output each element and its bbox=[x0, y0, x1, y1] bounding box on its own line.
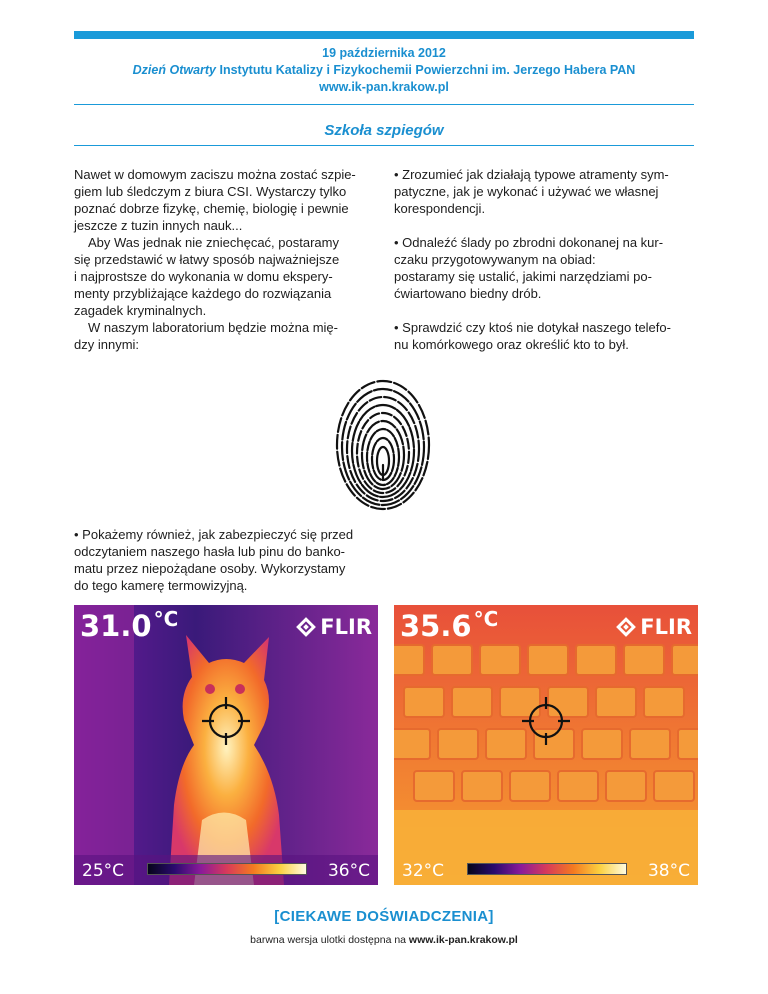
text-line: • Sprawdzić czy ktoś nie dotykał naszego telefo- bbox=[394, 320, 671, 335]
text-line: ćwiartowano biedny drób. bbox=[394, 286, 542, 301]
temperature-readout bbox=[80, 607, 178, 643]
text-line: się przedstawić w łatwy sposób najważniejsze bbox=[74, 252, 340, 267]
text-line: giem lub śledczym z biura CSI. Wystarczy tylko bbox=[74, 184, 347, 199]
title-divider bbox=[74, 145, 694, 146]
text-line: matu przez niepożądane osoby. Wykorzystamy bbox=[74, 561, 346, 576]
header-event-em: Dzień Otwarty bbox=[132, 63, 217, 77]
text-line: dzy innymi: bbox=[74, 337, 140, 352]
text-line: • Odnaleźć ślady po zbrodni dokonanej na kur- bbox=[394, 235, 664, 250]
color-scale-bar bbox=[147, 863, 307, 875]
crosshair-icon bbox=[522, 697, 570, 745]
text-line: • Pokażemy również, jak zabezpieczyć się przed bbox=[74, 527, 354, 542]
right-column bbox=[394, 166, 704, 353]
flir-logo bbox=[299, 615, 372, 639]
text-line: i najprostsze do wykonania w domu ekspery- bbox=[74, 269, 333, 284]
header-divider bbox=[74, 104, 694, 105]
temperature-unit: °C bbox=[153, 607, 179, 631]
text-line: korespondencji. bbox=[394, 201, 486, 216]
temperature-value: 35.6 bbox=[400, 609, 472, 643]
text-line: • Zrozumieć jak działają typowe atramenty sym- bbox=[394, 167, 669, 182]
footer-note bbox=[74, 934, 694, 946]
footer-url[interactable]: www.ik-pan.krakow.pl bbox=[408, 934, 518, 946]
thermal-keyboard-picture bbox=[394, 605, 698, 885]
flir-brand: FLIR bbox=[640, 615, 692, 639]
temperature-unit: °C bbox=[473, 607, 499, 631]
text-line: menty przybliżające każdego do rozwiązania bbox=[74, 286, 332, 301]
flir-brand: FLIR bbox=[320, 615, 372, 639]
color-scale-bar bbox=[467, 863, 627, 875]
text-line: Nawet w domowym zaciszu można zostać szpie- bbox=[74, 167, 356, 182]
text-line: Aby Was jednak nie zniechęcać, postaramy bbox=[88, 235, 339, 250]
crosshair-icon bbox=[202, 697, 250, 745]
thermal-cat-picture bbox=[74, 605, 378, 885]
header-event bbox=[74, 62, 694, 79]
flir-logo-icon bbox=[296, 617, 316, 637]
footer-note-prefix: barwna wersja ulotki dostępna na bbox=[250, 934, 409, 946]
text-line: jeszcze z tuzin innych nauk... bbox=[74, 218, 243, 233]
text-line: postaramy się ustalić, jakimi narzędziami po- bbox=[394, 269, 652, 284]
thermal-image-cat bbox=[74, 605, 378, 885]
text-line: odczytaniem naszego hasła lub pinu do banko- bbox=[74, 544, 346, 559]
thermal-image-keyboard bbox=[394, 605, 698, 885]
text-line: do tego kamerę termowizyjną. bbox=[74, 578, 248, 593]
text-line: poznać dobrze fizykę, chemię, biologię i pewnie bbox=[74, 201, 349, 216]
header bbox=[74, 45, 694, 96]
page-title: Szkoła szpiegów bbox=[324, 122, 444, 139]
scale-min: 32°C bbox=[402, 861, 445, 881]
text-line: patyczne, jak je wykonać i używać we własnej bbox=[394, 184, 659, 199]
scale-max: 38°C bbox=[647, 861, 690, 881]
top-accent-bar bbox=[74, 31, 694, 39]
text-line: nu komórkowego oraz określić kto to był. bbox=[394, 337, 629, 352]
middle-paragraph bbox=[74, 526, 384, 594]
header-url[interactable]: www.ik-pan.krakow.pl bbox=[319, 80, 449, 94]
header-event-rest: Instytutu Katalizy i Fizykochemii Powierzchni im. Jerzego Habera PAN bbox=[216, 63, 636, 77]
temperature-readout bbox=[400, 607, 498, 643]
left-column bbox=[74, 166, 384, 353]
text-line: W naszym laboratorium będzie można mię- bbox=[88, 320, 338, 335]
temperature-value: 31.0 bbox=[80, 609, 152, 643]
header-date: 19 października 2012 bbox=[322, 46, 446, 60]
scale-min: 25°C bbox=[82, 861, 125, 881]
scale-max: 36°C bbox=[327, 861, 370, 881]
flir-logo-icon bbox=[616, 617, 636, 637]
footer-title: [CIEKAWE DOŚWIADCZENIA] bbox=[274, 908, 494, 925]
text-line: czaku przygotowywanym na obiad: bbox=[394, 252, 596, 267]
flir-logo bbox=[619, 615, 692, 639]
fingerprint-icon bbox=[333, 375, 433, 513]
text-line: zagadek kryminalnych. bbox=[74, 303, 207, 318]
